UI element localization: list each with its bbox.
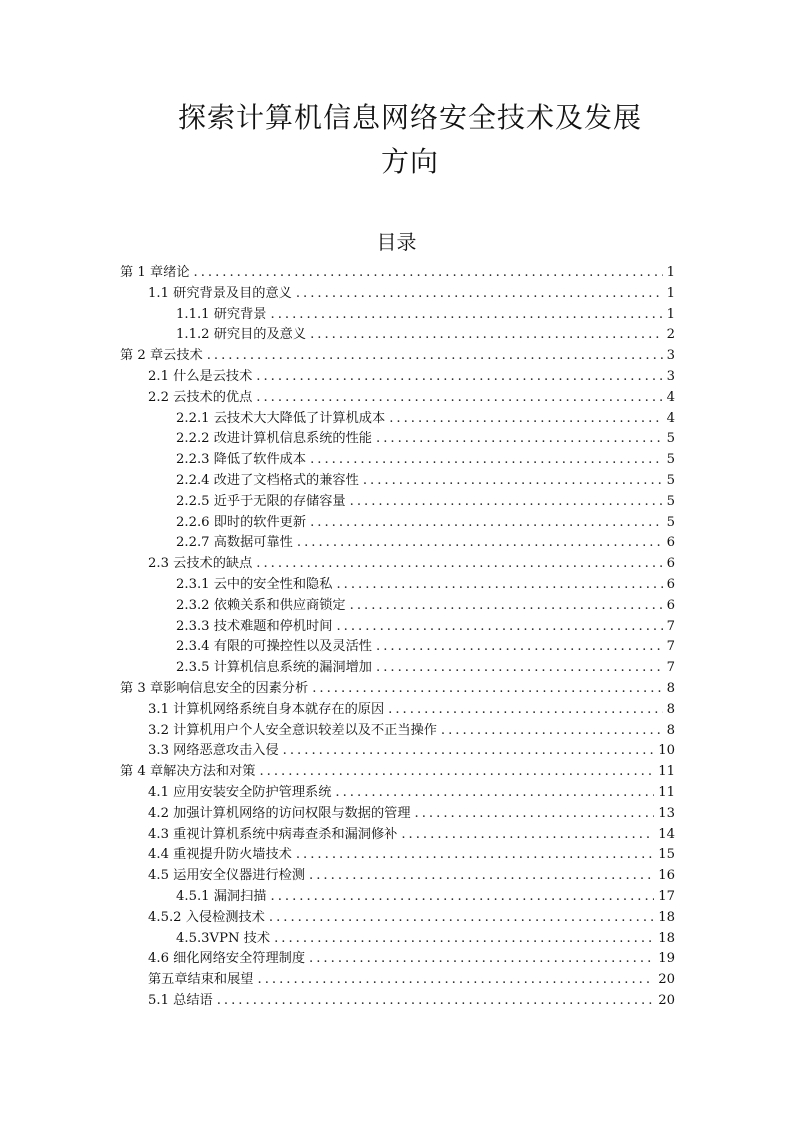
toc-entry-label: 1.1.2 研究目的及意义 [176, 327, 307, 343]
toc-entry-page-number: 8 [666, 722, 675, 738]
toc-entry-label: 2.3.2 依赖关系和供应商锁定 [176, 597, 346, 613]
toc-entry-label: 1.1 研究背景及目的意义 [148, 285, 292, 301]
toc-entry[interactable] [176, 929, 675, 950]
toc-entry-page-number: 11 [658, 784, 675, 800]
toc-dot-leader [441, 721, 663, 742]
toc-entry-label: 2.3.1 云中的安全性和隐私 [176, 576, 333, 592]
toc-entry[interactable] [176, 533, 675, 554]
toc-dot-leader [217, 991, 654, 1012]
toc-entry[interactable] [176, 637, 675, 658]
toc-entry-label: 第 4 章解决方法和对策 [120, 764, 256, 780]
toc-entry-label: 第五章结束和展望 [148, 972, 254, 988]
toc-entry-page-number: 20 [658, 972, 675, 988]
toc-entry[interactable] [176, 409, 675, 430]
toc-dot-leader [297, 533, 663, 554]
toc-entry[interactable] [148, 741, 675, 762]
toc-dot-leader [259, 762, 654, 783]
toc-entry[interactable] [176, 596, 675, 617]
toc-entry-page-number: 11 [658, 764, 675, 780]
toc-entry[interactable] [148, 970, 675, 991]
toc-entry-page-number: 10 [658, 743, 675, 759]
toc-entry[interactable] [176, 305, 675, 326]
toc-entry-page-number: 4 [666, 389, 675, 405]
toc-dot-leader [271, 305, 663, 326]
toc-entry-page-number: 5 [666, 493, 675, 509]
toc-entry-page-number: 7 [666, 660, 675, 676]
toc-entry[interactable] [148, 783, 675, 804]
toc-dot-leader [350, 596, 663, 617]
toc-entry-page-number: 16 [658, 868, 675, 884]
toc-entry-label: 4.5.2 入侵检测技术 [148, 909, 265, 925]
toc-entry-page-number: 14 [658, 826, 675, 842]
toc-entry-page-number: 2 [666, 327, 675, 343]
toc-entry[interactable] [176, 575, 675, 596]
toc-dot-leader [309, 949, 654, 970]
toc-entry[interactable] [176, 658, 675, 679]
toc-dot-leader [388, 700, 662, 721]
toc-entry[interactable] [120, 346, 675, 367]
toc-dot-leader [350, 492, 663, 513]
toc-entry[interactable] [176, 617, 675, 638]
toc-entry-page-number: 1 [666, 265, 675, 280]
toc-entry[interactable] [148, 949, 675, 970]
toc-dot-leader [194, 263, 663, 284]
toc-dot-leader [401, 825, 654, 846]
toc-entry-label: 2.3 云技术的缺点 [148, 556, 253, 572]
toc-entry-label: 第 1 章绪论 [120, 265, 190, 280]
toc-entry-label: 2.2.1 云技术大大降低了计算机成本 [176, 410, 386, 426]
toc-entry-label: 2.2.7 高数据可靠性 [176, 535, 293, 551]
toc-dot-leader [389, 409, 662, 430]
toc-dot-leader [274, 929, 654, 950]
toc-entry-page-number: 1 [666, 306, 675, 322]
toc-dot-leader [310, 513, 663, 534]
toc-entry-page-number: 3 [666, 368, 675, 384]
toc-entry[interactable] [120, 762, 675, 783]
toc-dot-leader [376, 637, 663, 658]
toc-entry[interactable] [176, 429, 675, 450]
toc-entry-label: 4.1 应用安装安全防护管理系统 [148, 784, 332, 800]
toc-entry-label: 4.5.1 漏洞扫描 [176, 888, 267, 904]
toc-entry-label: 3.3 网络恶意攻击入侵 [148, 743, 279, 759]
toc-entry[interactable] [148, 991, 675, 1012]
toc-entry-page-number: 4 [666, 410, 675, 426]
toc-entry-label: 2.3.3 技术难题和停机时间 [176, 618, 333, 634]
toc-entry-label: 3.2 计算机用户个人安全意识较差以及不正当操作 [148, 722, 437, 738]
toc-heading: 目录 [376, 230, 417, 254]
toc-entry[interactable] [176, 887, 675, 908]
toc-entry-page-number: 13 [658, 805, 675, 821]
toc-entry-label: 2.3.5 计算机信息系统的漏洞增加 [176, 660, 372, 676]
toc-entry[interactable] [148, 554, 675, 575]
toc-dot-leader [283, 741, 655, 762]
toc-entry-page-number: 6 [666, 556, 675, 572]
toc-dot-leader [207, 346, 663, 367]
toc-entry-page-number: 15 [658, 847, 675, 863]
toc-dot-leader [415, 804, 655, 825]
toc-dot-leader [269, 908, 654, 929]
toc-entry[interactable] [148, 908, 675, 929]
toc-entry-label: 2.2.3 降低了软件成本 [176, 452, 307, 468]
toc-entry-label: 4.3 重视计算机系统中病毒查杀和漏洞修补 [148, 826, 398, 842]
toc-dot-leader [312, 679, 662, 700]
toc-entry-page-number: 17 [658, 888, 675, 904]
toc-dot-leader [296, 845, 654, 866]
toc-entry-page-number: 5 [666, 452, 675, 468]
toc-entry[interactable] [148, 700, 675, 721]
toc-dot-leader [310, 450, 663, 471]
toc-dot-leader [310, 325, 663, 346]
toc-entry[interactable] [176, 492, 675, 513]
document-title [150, 96, 670, 184]
document-title-line-2: 方向 [380, 145, 439, 178]
toc-dot-leader [376, 429, 663, 450]
toc-dot-leader [271, 887, 655, 908]
toc-dot-leader [363, 471, 663, 492]
toc-entry-label: 2.2.2 改进计算机信息系统的性能 [176, 431, 372, 447]
toc-entry-page-number: 8 [666, 701, 675, 717]
toc-entry[interactable] [120, 679, 675, 700]
toc-entry-page-number: 6 [666, 597, 675, 613]
toc-entry-page-number: 3 [666, 348, 675, 364]
toc-entry[interactable] [148, 825, 675, 846]
toc-dot-leader [336, 617, 662, 638]
toc-entry-page-number: 1 [666, 285, 675, 301]
toc-entry-label: 2.2.4 改进了文档格式的兼容性 [176, 472, 359, 488]
toc-dot-leader [335, 783, 654, 804]
toc-entry-page-number: 6 [666, 576, 675, 592]
toc-entry[interactable] [148, 866, 675, 887]
toc-entry[interactable] [176, 325, 675, 346]
toc-entry[interactable] [148, 388, 675, 409]
toc-entry[interactable] [148, 284, 675, 305]
toc-entry[interactable] [176, 513, 675, 534]
toc-entry-label: 第 2 章云技术 [120, 348, 203, 364]
toc-entry-label: 4.5.3VPN 技术 [176, 930, 271, 946]
toc-entry[interactable] [148, 804, 675, 825]
document-title-line-1: 探索计算机信息网络安全技术及发展 [177, 101, 642, 134]
toc-dot-leader [376, 658, 663, 679]
toc-dot-leader [336, 575, 662, 596]
toc-entry[interactable] [120, 263, 675, 284]
toc-entry-label: 1.1.1 研究背景 [176, 306, 267, 322]
toc-entry-label: 4.6 细化网络安全符理制度 [148, 951, 306, 967]
toc-entry-page-number: 7 [666, 639, 675, 655]
toc-entry-label: 4.4 重视提升防火墙技术 [148, 847, 292, 863]
toc-entry-label: 3.1 计算机网络系统自身本就存在的原因 [148, 701, 385, 717]
toc-entry-label: 2.3.4 有限的可操控性以及灵活性 [176, 639, 372, 655]
toc-dot-leader [309, 866, 654, 887]
toc-dot-leader [256, 388, 662, 409]
toc-entry[interactable] [148, 721, 675, 742]
toc-entry[interactable] [148, 367, 675, 388]
toc-entry-label: 2.2 云技术的优点 [148, 389, 253, 405]
toc-entry-page-number: 5 [666, 514, 675, 530]
toc-entry-page-number: 19 [658, 951, 675, 967]
toc-entry[interactable] [176, 450, 675, 471]
toc-entry-label: 第 3 章影响信息安全的因素分析 [120, 680, 309, 696]
table-of-contents [0, 263, 793, 1012]
toc-entry-label: 5.1 总结语 [148, 992, 213, 1008]
toc-entry-page-number: 20 [658, 992, 675, 1008]
toc-entry-page-number: 8 [666, 680, 675, 696]
toc-entry-label: 4.2 加强计算机网络的访问权限与数据的管理 [148, 805, 411, 821]
toc-entry-label: 4.5 运用安全仪器进行检测 [148, 868, 306, 884]
toc-dot-leader [256, 554, 662, 575]
toc-entry-label: 2.2.6 即时的软件更新 [176, 514, 307, 530]
toc-entry-page-number: 6 [666, 535, 675, 551]
toc-entry-page-number: 5 [666, 472, 675, 488]
toc-dot-leader [296, 284, 663, 305]
toc-entry-page-number: 7 [666, 618, 675, 634]
toc-entry-page-number: 18 [658, 930, 675, 946]
toc-entry-page-number: 18 [658, 909, 675, 925]
toc-dot-leader [258, 970, 655, 991]
toc-dot-leader [256, 367, 662, 388]
toc-entry-page-number: 5 [666, 431, 675, 447]
toc-entry[interactable] [148, 845, 675, 866]
toc-entry-label: 2.2.5 近乎于无限的存储容量 [176, 493, 346, 509]
toc-entry[interactable] [176, 471, 675, 492]
toc-entry-label: 2.1 什么是云技术 [148, 368, 253, 384]
